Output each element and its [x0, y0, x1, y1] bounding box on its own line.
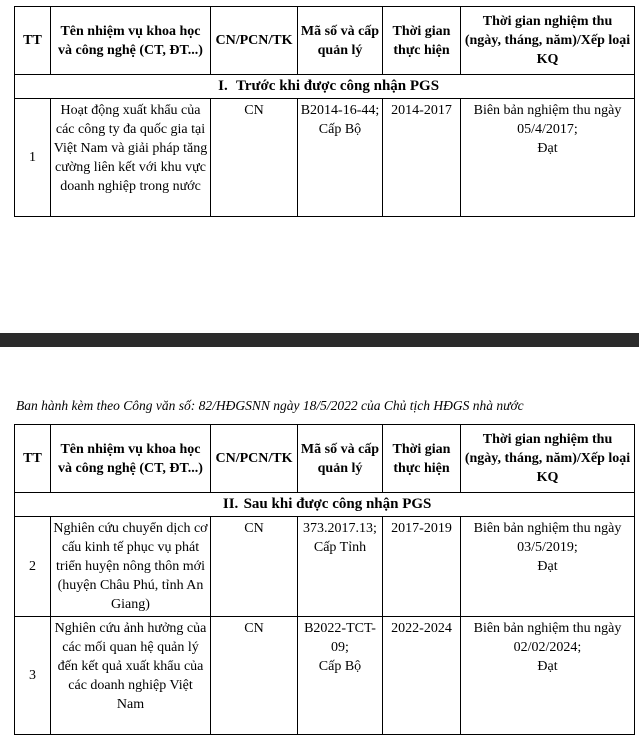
- row-task-name: Nghiên cứu chuyển dịch cơ cấu kinh tế phục vụ phát triển huyện nông thôn mới (huyện Châu Phú, tỉnh An Giang): [51, 517, 211, 617]
- row-tt: 3: [15, 617, 51, 735]
- acceptance-grade: Đạt: [537, 141, 558, 156]
- acceptance-minutes: Biên bản nghiệm thu ngày 02/02/2024;: [473, 621, 622, 655]
- row-duration: 2022-2024: [383, 617, 461, 735]
- document-note: Ban hành kèm theo Công văn số: 82/HĐGSNN ngày 18/5/2022 của Chủ tịch HĐGS nhà nước: [16, 398, 524, 413]
- row-duration: 2014-2017: [383, 99, 461, 217]
- row-code: B2014-16-44; Cấp Bộ: [298, 99, 383, 217]
- table-row: [15, 617, 635, 735]
- section-heading: [15, 75, 635, 99]
- table-header-row: [15, 425, 635, 493]
- row-acceptance: [461, 617, 635, 735]
- header-acceptance: Thời gian nghiệm thu (ngày, tháng, năm)/Xếp loại KQ: [461, 425, 635, 493]
- page-divider: [0, 333, 639, 347]
- header-task-name: Tên nhiệm vụ khoa học và công nghệ (CT, ĐT...): [51, 425, 211, 493]
- table-header-row: [15, 7, 635, 75]
- header-role: CN/PCN/TK: [211, 7, 298, 75]
- section-title: Sau khi được công nhận PGS: [243, 496, 432, 512]
- header-tt: TT: [15, 425, 51, 493]
- row-duration: 2017-2019: [383, 517, 461, 617]
- acceptance-minutes: Biên bản nghiệm thu ngày 05/4/2017;: [473, 103, 622, 137]
- section-heading-row: [15, 75, 635, 99]
- row-acceptance: [461, 99, 635, 217]
- row-role: CN: [211, 617, 298, 735]
- row-tt: 2: [15, 517, 51, 617]
- code-number: B2022-TCT-09;: [304, 621, 376, 655]
- research-table-before: [14, 6, 635, 217]
- row-acceptance: [461, 517, 635, 617]
- header-duration: Thời gian thực hiện: [383, 425, 461, 493]
- row-task-name: Hoạt động xuất khẩu của các công ty đa quốc gia tại Việt Nam và giải pháp tăng cường liên kết với khu vực doanh nghiệp trong nước: [51, 99, 211, 217]
- header-code-level: Mã số và cấp quản lý: [298, 7, 383, 75]
- table-row: [15, 99, 635, 217]
- acceptance-minutes: Biên bản nghiệm thu ngày 03/5/2019;: [473, 521, 622, 555]
- row-code: 373.2017.13; Cấp Tỉnh: [298, 517, 383, 617]
- header-duration: Thời gian thực hiện: [383, 7, 461, 75]
- acceptance-grade: Đạt: [537, 559, 558, 574]
- section-heading: [15, 493, 635, 517]
- header-task-name: Tên nhiệm vụ khoa học và công nghệ (CT, ĐT...): [51, 7, 211, 75]
- section-number: I.: [218, 78, 228, 94]
- code-level: Cấp Bộ: [318, 659, 362, 674]
- section-heading-row: [15, 493, 635, 517]
- header-code-level: Mã số và cấp quản lý: [298, 425, 383, 493]
- row-tt: 1: [15, 99, 51, 217]
- acceptance-grade: Đạt: [537, 659, 558, 674]
- row-code: [298, 617, 383, 735]
- header-tt: TT: [15, 7, 51, 75]
- table-row: [15, 517, 635, 617]
- header-role: CN/PCN/TK: [211, 425, 298, 493]
- header-acceptance: Thời gian nghiệm thu (ngày, tháng, năm)/Xếp loại KQ: [461, 7, 635, 75]
- section-number: II.: [222, 496, 239, 512]
- row-task-name: Nghiên cứu ảnh hưởng của các mối quan hệ quản lý đến kết quả xuất khẩu của các doanh nghiệp Việt Nam: [51, 617, 211, 735]
- section-title: Trước khi được công nhận PGS: [235, 78, 440, 94]
- row-role: CN: [211, 99, 298, 217]
- research-table-after: [14, 424, 635, 735]
- row-role: CN: [211, 517, 298, 617]
